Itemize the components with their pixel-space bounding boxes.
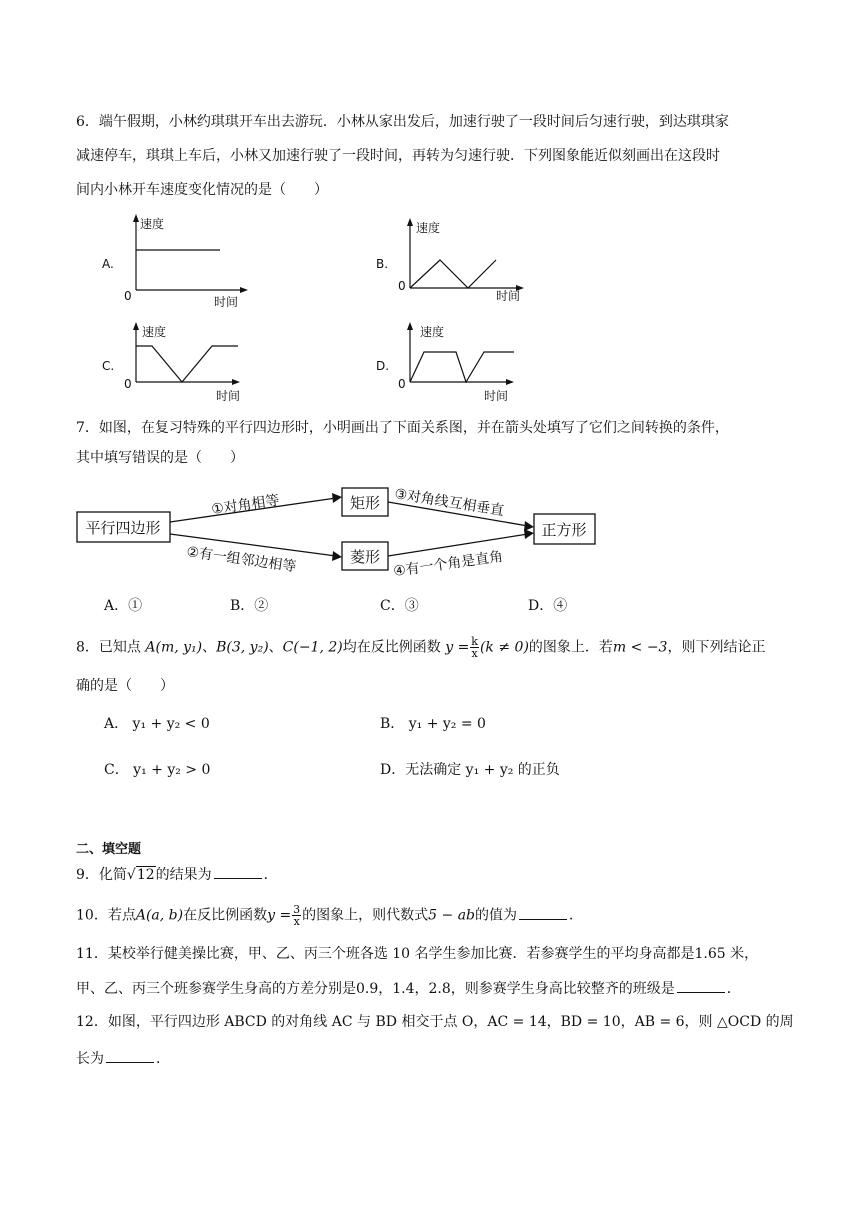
q9-suffix: 的结果为 [155, 867, 212, 883]
q8-cond: m < −3 [612, 639, 668, 656]
q6-option-a[interactable] [96, 210, 266, 314]
q6-graph-b [370, 216, 540, 308]
q12-line2-text: 长为 [76, 1051, 104, 1067]
x-axis-label: 时间 [496, 289, 521, 303]
q11-end: ． [726, 981, 741, 997]
q10-mid: 在反比例函数 [183, 907, 268, 924]
q11-line2-text: 甲、乙、丙三个班参赛学生身高的方差分别是0.9，1.4，2.8，则参赛学生身高比较整齐的班级是 [76, 981, 675, 997]
q8-prefix: 8．已知点 [76, 639, 141, 656]
option-label: C. [102, 359, 115, 373]
q12-line1: 12．如图，平行四边形 ABCD 的对角线 AC 与 BD 相交于点 O，AC = 14，BD = 10，AB = 6，则 △OCD 的周 [76, 1014, 794, 1030]
q9-prefix: 9．化简 [76, 867, 127, 883]
arrow3-label: ③对角线互相垂直 [393, 486, 506, 520]
q10-expr: 5 − ab [428, 907, 476, 924]
q6-line2: 减速停车，琪琪上车后，小林又加速行驶了一段时间，再转为匀速行驶．下列图象能近似刻画出在这段时 [76, 148, 720, 164]
q12-answer-blank[interactable] [106, 1048, 154, 1063]
q9-line: 9．化简√12的结果为 ． [76, 864, 278, 885]
q10-prefix: 10．若点 [76, 907, 136, 924]
q12-line2 [76, 1048, 170, 1069]
q11-answer-blank[interactable] [677, 978, 725, 993]
q6-graph-a [96, 210, 266, 310]
origin-label: 0 [398, 279, 406, 293]
y-axis-label: 速度 [416, 221, 441, 235]
option-label: B. [376, 257, 389, 271]
q9-answer-blank[interactable] [214, 864, 262, 879]
q8-line2: 确的是（ ） [76, 678, 174, 694]
q8-line1: 8．已知点 A(m, y₁)、B(3, y₂)、C(−1, 2)均在反比例函数 y = $\frac{k}{x}$ (k ≠ 0)的图象上．若m < −3，则下列结论正 [76, 635, 766, 660]
q11-line2 [76, 978, 741, 999]
arrow2-label: ②有一组邻边相等 [185, 544, 298, 576]
q8-mid: 均在反比例函数 [342, 639, 441, 656]
q7-option-a[interactable]: A．① [104, 598, 143, 614]
section-title: 二、填空题 [76, 842, 142, 857]
x-axis-label: 时间 [216, 389, 241, 403]
q6-line1: 6．端午假期，小林约琪琪开车出去游玩．小林从家出发后，加速行驶了一段时间后匀速行驶，到达琪琪家 [76, 114, 729, 130]
y-axis-label: 速度 [420, 325, 445, 339]
origin-label: 0 [124, 377, 132, 391]
option-label: D. [376, 359, 390, 373]
x-axis-label: 时间 [484, 389, 509, 403]
q8-option-d[interactable]: D．无法确定 y₁ + y₂ 的正负 [380, 762, 560, 778]
box-rhombus-label: 菱形 [349, 548, 381, 566]
y-axis-label: 速度 [140, 217, 165, 231]
origin-label: 0 [124, 289, 132, 303]
q6-option-d[interactable] [370, 320, 540, 408]
q7-option-d[interactable]: D．④ [528, 598, 568, 614]
box-square-label: 正方形 [541, 521, 587, 539]
q10-fraction: $\frac{3}{x}$ [293, 903, 301, 928]
q7-line1: 7．如图，在复习特殊的平行四边形时，小明画出了下面关系图，并在箭头处填写了它们之间转换的条件， [76, 420, 729, 436]
y-axis-label: 速度 [142, 325, 167, 339]
q6-graph-c [96, 320, 266, 404]
q10-point: A(a, b) [135, 907, 184, 924]
x-axis-label: 时间 [214, 295, 239, 309]
option-label: A. [102, 257, 114, 271]
q6-option-c[interactable] [96, 320, 266, 408]
q8-mid2: 的图象上．若 [528, 639, 613, 656]
box-rectangle-label: 矩形 [349, 494, 381, 512]
q7-option-b[interactable]: B．② [230, 598, 269, 614]
q7-diagram [76, 476, 616, 598]
origin-label: 0 [398, 377, 406, 391]
q9-end: ． [263, 867, 278, 883]
q6-graph-d [370, 320, 540, 404]
q7-option-c[interactable]: C．③ [380, 598, 419, 614]
q8-end: ，则下列结论正 [667, 639, 766, 656]
q7-line2: 其中填写错误的是（ ） [76, 450, 244, 466]
q8-func-cond: (k ≠ 0) [479, 639, 529, 656]
q8-option-b[interactable]: B． y₁ + y₂ = 0 [380, 716, 486, 732]
q10-line [76, 904, 583, 927]
q10-suffix: 的值为 [475, 907, 518, 924]
arrow4-label: ④有一个角是直角 [392, 548, 505, 580]
q8-point-c: C(−1, 2) [282, 639, 343, 656]
q10-mid2: 的图象上，则代数式 [302, 907, 429, 924]
q11-line1: 11．某校举行健美操比赛，甲、乙、丙三个班各选 10 名学生参加比赛．若参赛学生的平均身高都是1.65 米， [76, 946, 759, 962]
q10-func-y: y = [267, 907, 292, 924]
q12-end: ． [156, 1051, 170, 1067]
q8-point-b: B(3, y₂) [216, 639, 269, 656]
q6-option-b[interactable] [370, 216, 540, 312]
q8-point-a: A(m, y₁) [145, 639, 203, 656]
q8-fraction: $\frac{k}{x}$ [471, 635, 478, 660]
box-parallelogram-label: 平行四边形 [85, 519, 161, 537]
q6-line3: 间内小林开车速度变化情况的是（ ） [76, 182, 328, 198]
q8-option-c[interactable]: C． y₁ + y₂ > 0 [104, 762, 211, 778]
arrow1-label: ①对角相等 [210, 492, 281, 518]
q9-radicand: 12 [136, 867, 155, 883]
q8-option-a[interactable]: A． y₁ + y₂ < 0 [104, 716, 210, 732]
q10-end: ． [569, 907, 584, 924]
q8-func-y: y = [445, 639, 470, 656]
q10-answer-blank[interactable] [519, 905, 567, 920]
